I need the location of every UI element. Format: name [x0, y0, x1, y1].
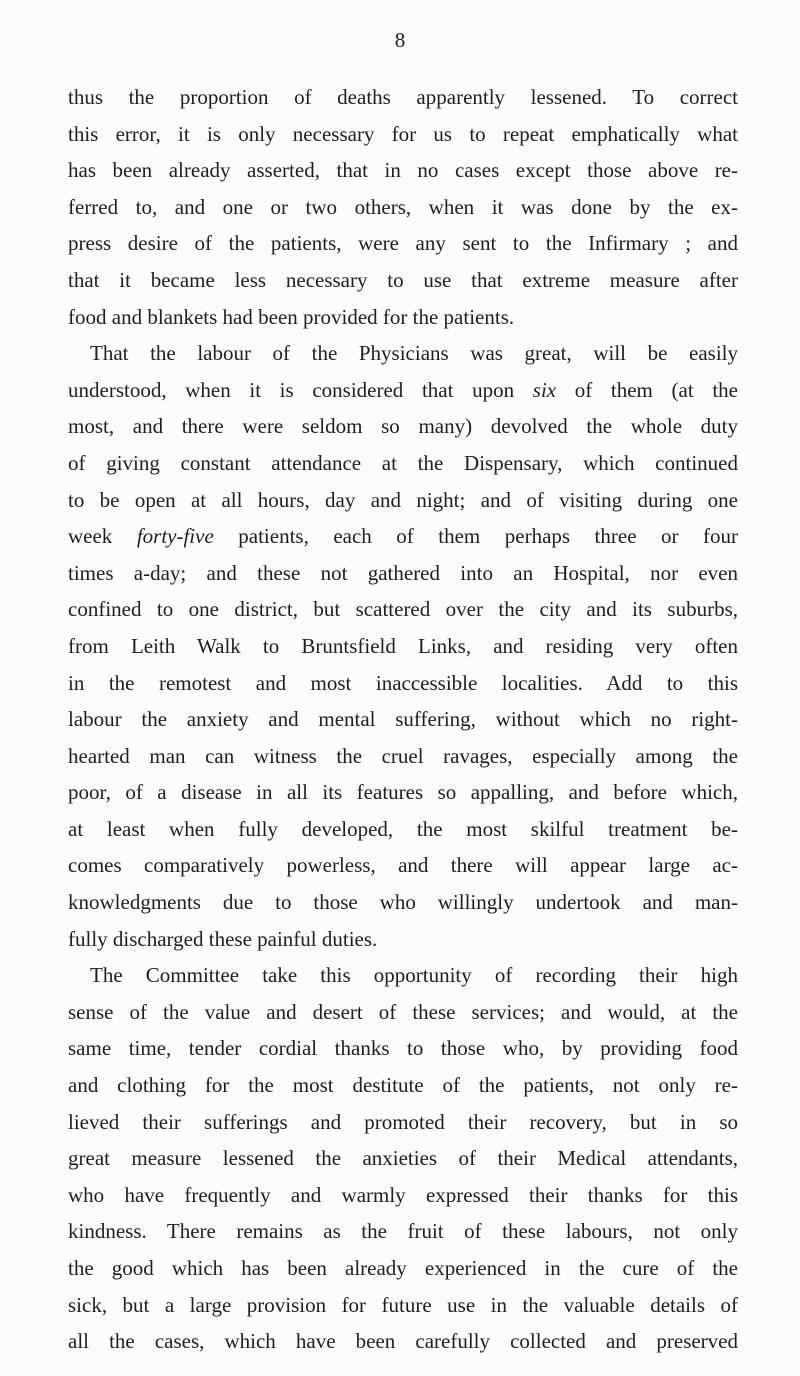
text-line [68, 262, 738, 299]
text-line [68, 335, 738, 372]
text-segment: great measure lessened the anxieties of their Medical attendants, [68, 1146, 738, 1171]
text-line [68, 591, 738, 628]
text-line [68, 1140, 738, 1177]
text-line [68, 1104, 738, 1141]
text-line [68, 1030, 738, 1067]
text-line [68, 994, 738, 1031]
text-segment: sick, but a large provision for future use in the valuable details of [68, 1292, 738, 1317]
text-segment: fully discharged these painful duties. [68, 926, 378, 951]
text-line [68, 884, 738, 921]
text-segment: sense of the value and desert of these services; and would, at the [68, 999, 738, 1024]
text-line [68, 628, 738, 665]
text-line [68, 1250, 738, 1287]
text-line [68, 372, 738, 409]
text-line [68, 847, 738, 884]
text-line [68, 1287, 738, 1324]
text-line [68, 1213, 738, 1250]
text-segment: and clothing for the most destitute of the patients, not only re- [68, 1073, 738, 1098]
italic-text: forty-five [136, 524, 214, 549]
text-line [68, 518, 738, 555]
text-line [68, 555, 738, 592]
text-line [68, 189, 738, 226]
text-line [68, 957, 738, 994]
text-line [68, 1067, 738, 1104]
text-segment: thus the proportion of deaths apparently lessened. To correct [68, 85, 738, 109]
text-line [68, 482, 738, 519]
text-line [68, 225, 738, 262]
text-segment: patients, each of them perhaps three or four [213, 524, 738, 549]
text-segment: press desire of the patients, were any sent to the Infirmary ; and [68, 231, 738, 256]
text-segment: same time, tender cordial thanks to those who, by providing food [68, 1036, 738, 1061]
text-segment: of giving constant attendance at the Dispensary, which continued [68, 450, 738, 475]
text-segment: knowledgments due to those who willingly undertook and man- [68, 890, 738, 915]
text-segment: most, and there were seldom so many) devolved the whole duty [68, 414, 738, 439]
text-line [68, 79, 738, 116]
text-line [68, 408, 738, 445]
text-segment: The Committee take this opportunity of recording their high [90, 963, 738, 988]
text-line [68, 921, 738, 958]
text-segment: That the labour of the Physicians was great, will be easily [90, 341, 738, 366]
body-text [68, 79, 738, 1360]
text-segment: all the cases, which have been carefully collected and preserved [68, 1329, 738, 1354]
text-segment: hearted man can witness the cruel ravages, especially among the [68, 743, 738, 768]
text-segment: has been already asserted, that in no cases except those above re- [68, 158, 738, 183]
text-segment: lieved their sufferings and promoted their recovery, but in so [68, 1109, 738, 1134]
text-segment: confined to one district, but scattered over the city and its suburbs, [68, 597, 738, 622]
text-segment: at least when fully developed, the most skilful treatment be- [68, 816, 738, 841]
text-line [68, 738, 738, 775]
text-line [68, 701, 738, 738]
text-segment: comes comparatively powerless, and there will appear large ac- [68, 853, 738, 878]
text-line [68, 665, 738, 702]
text-segment: times a-day; and these not gathered into an Hospital, nor even [68, 560, 738, 585]
text-segment: the good which has been already experienced in the cure of the [68, 1256, 738, 1280]
text-segment: from Leith Walk to Bruntsfield Links, and residing very often [68, 633, 738, 658]
text-line [68, 116, 738, 153]
text-segment: in the remotest and most inaccessible localities. Add to this [68, 670, 738, 695]
text-line [68, 1323, 738, 1360]
text-segment: this error, it is only necessary for us to repeat emphatically what [68, 121, 738, 146]
text-segment: kindness. There remains as the fruit of these labours, not only [68, 1219, 738, 1244]
text-segment: week [68, 524, 137, 549]
text-segment: of them (at the [556, 377, 738, 402]
italic-text: six [532, 377, 557, 402]
text-segment: ferred to, and one or two others, when it was done by the ex- [68, 194, 738, 219]
text-line [68, 1177, 738, 1214]
page-number: 8 [394, 28, 406, 52]
text-segment: poor, of a disease in all its features so appalling, and before which, [68, 780, 738, 805]
text-line [68, 445, 738, 482]
text-segment: food and blankets had been provided for the patients. [68, 304, 515, 329]
text-segment: that it became less necessary to use that extreme measure after [68, 267, 738, 292]
text-segment: labour the anxiety and mental suffering, without which no right- [68, 707, 738, 732]
text-line [68, 774, 738, 811]
text-segment: understood, when it is considered that upon [68, 377, 533, 402]
text-line [68, 152, 738, 189]
text-line [68, 299, 738, 336]
text-segment: to be open at all hours, day and night; and of visiting during one [68, 487, 738, 512]
text-segment: who have frequently and warmly expressed their thanks for this [68, 1182, 738, 1207]
text-line [68, 811, 738, 848]
